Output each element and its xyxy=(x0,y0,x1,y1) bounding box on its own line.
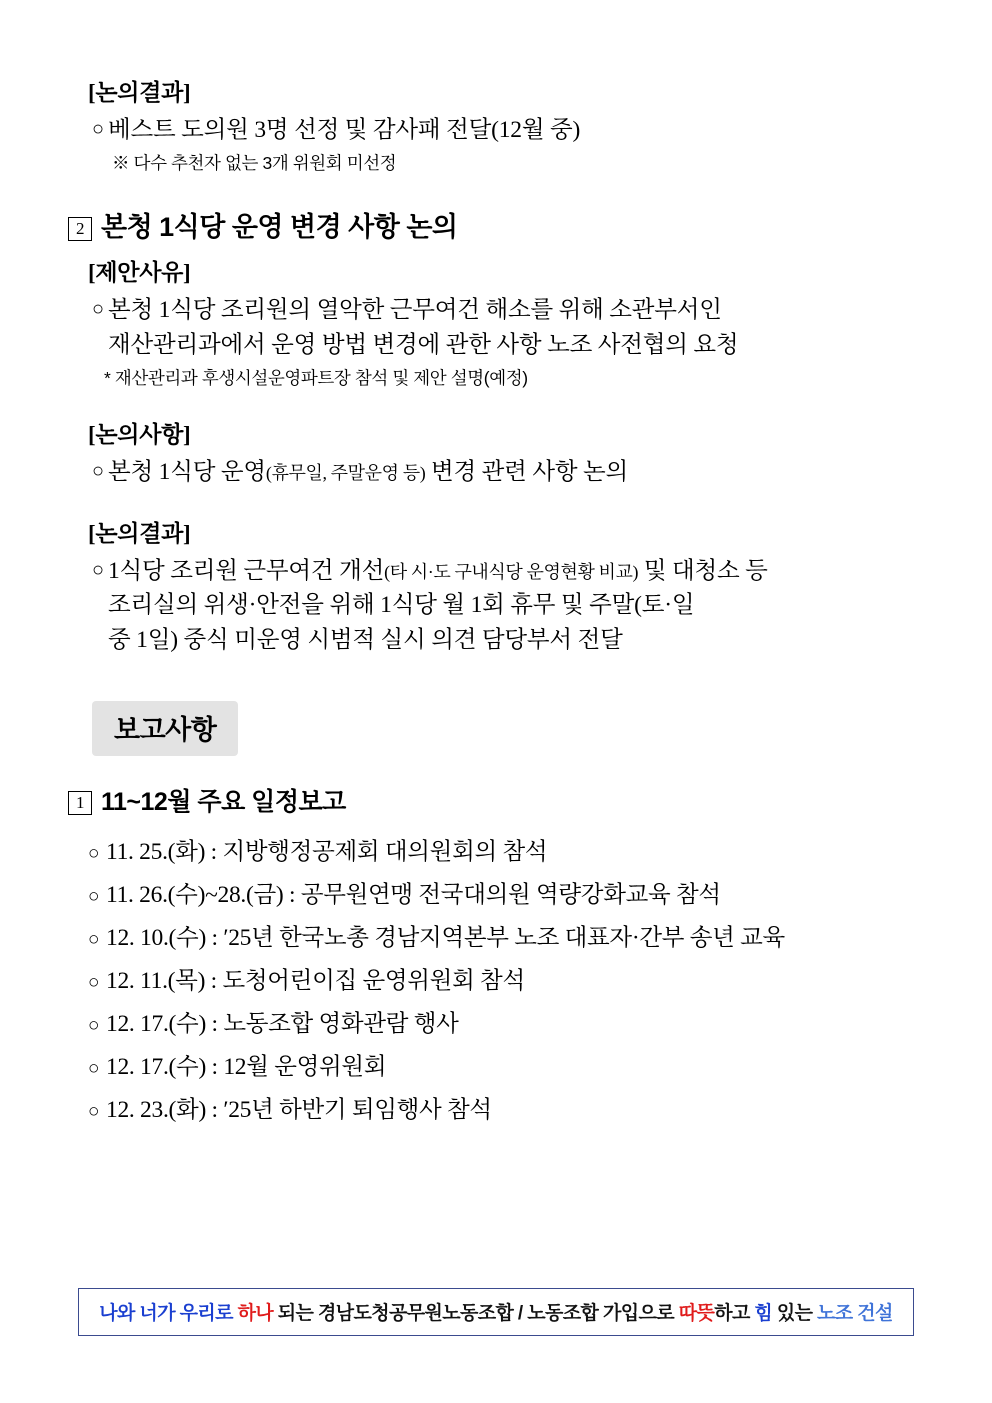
discussion-heading: [논의사항] xyxy=(88,421,191,447)
proposal-line1: 본청 1식당 조리원의 열악한 근무여건 해소를 위해 소관부서인 xyxy=(108,297,722,324)
schedule-item-text: 12. 17.(수) : 노동조합 영화관람 행사 xyxy=(106,1011,459,1038)
result-line1-small: (타 시·도 구내식당 운영현황 비교) xyxy=(384,562,639,583)
schedule-list xyxy=(74,832,926,1124)
section-2-title: 본청 1식당 운영 변경 사항 논의 xyxy=(101,212,458,243)
circle-bullet-icon: ○ xyxy=(92,459,104,482)
circle-bullet-icon: ○ xyxy=(88,972,100,994)
prev-result-bullet xyxy=(74,113,926,147)
list-item xyxy=(74,1090,926,1124)
result-heading: [논의결과] xyxy=(88,521,191,547)
section-prev-result xyxy=(74,74,926,175)
prev-result-bullet-text: 베스트 도의원 3명 선정 및 감사패 전달(12월 중) xyxy=(108,117,581,143)
result-line1-pre: 1식당 조리원 근무여건 개선 xyxy=(108,558,385,585)
section-2-result xyxy=(74,515,926,657)
prev-result-heading: [논의결과] xyxy=(88,80,191,105)
list-item xyxy=(74,1047,926,1081)
footer-part-4: 따뜻 xyxy=(678,1303,715,1324)
list-item xyxy=(74,961,926,995)
discussion-bullet xyxy=(74,455,926,489)
circle-bullet-icon: ○ xyxy=(88,1058,100,1080)
list-item xyxy=(74,875,926,909)
circle-bullet-icon: ○ xyxy=(92,298,104,321)
report-heading xyxy=(68,782,926,818)
proposal-heading: [제안사유] xyxy=(88,260,191,286)
list-item xyxy=(74,1004,926,1038)
prev-result-note: ※ 다수 추천자 없는 3개 위원회 미선정 xyxy=(112,153,397,174)
discussion-post: 변경 관련 사항 논의 xyxy=(431,458,629,485)
circle-bullet-icon: ○ xyxy=(92,118,104,140)
circle-bullet-icon: ○ xyxy=(88,1015,100,1037)
footer-part-8: 노조 건설 xyxy=(817,1303,893,1324)
discussion-pre: 본청 1식당 운영 xyxy=(108,458,266,485)
result-line2: 조리실의 위생·안전을 위해 1식당 월 1회 휴무 및 주말(토·일 xyxy=(108,592,695,619)
report-section-badge: 보고사항 xyxy=(92,701,238,756)
list-item xyxy=(74,832,926,866)
section-2-discussion xyxy=(74,416,926,489)
proposal-note: * 재산관리과 후생시설운영파트장 참석 및 제안 설명(예정) xyxy=(104,367,528,388)
schedule-item-text: 12. 10.(수) : ′25년 한국노총 경남지역본부 노조 대표자·간부 송년 교육 xyxy=(106,925,785,952)
schedule-item-text: 12. 11.(목) : 도청어린이집 운영위원회 참석 xyxy=(106,968,525,995)
result-bullet xyxy=(74,554,926,657)
schedule-item-text: 11. 25.(화) : 지방행정공제회 대의원회의 참석 xyxy=(106,839,548,866)
circle-bullet-icon: ○ xyxy=(88,886,100,908)
footer-banner xyxy=(78,1288,914,1336)
report-title: 11~12월 주요 일정보고 xyxy=(101,788,346,817)
result-line3: 중 1일) 중식 미운영 시범적 실시 의견 담당부서 전달 xyxy=(108,626,623,653)
circle-bullet-icon: ○ xyxy=(88,1101,100,1123)
footer-part-3: 되는 경남도청공무원노동조합 / 노동조합 가입으로 xyxy=(273,1303,679,1324)
footer-part-2: 하나 xyxy=(237,1303,274,1324)
section-2-heading xyxy=(68,205,926,244)
footer-part-5: 하고 xyxy=(714,1303,755,1324)
footer-part-1: 나와 너가 우리로 xyxy=(99,1303,238,1324)
report-number: 1 xyxy=(68,791,92,815)
list-item xyxy=(74,918,926,952)
result-line1-post: 및 대청소 등 xyxy=(643,558,768,585)
proposal-line2: 재산관리과에서 운영 방법 변경에 관한 사항 노조 사전협의 요청 xyxy=(108,331,739,358)
circle-bullet-icon: ○ xyxy=(92,559,104,582)
section-2-number: 2 xyxy=(68,217,92,241)
footer-part-7: 있는 xyxy=(772,1303,818,1324)
proposal-bullet xyxy=(74,293,926,362)
schedule-item-text: 11. 26.(수)~28.(금) : 공무원연맹 전국대의원 역량강화교육 참석 xyxy=(106,882,721,909)
schedule-item-text: 12. 23.(화) : ′25년 하반기 퇴임행사 참석 xyxy=(106,1097,492,1124)
section-2-proposal xyxy=(74,254,926,390)
circle-bullet-icon: ○ xyxy=(88,929,100,951)
circle-bullet-icon: ○ xyxy=(88,843,100,865)
footer-part-6: 힘 xyxy=(754,1303,773,1324)
discussion-small: (휴무일, 주말운영 등) xyxy=(265,462,426,483)
schedule-item-text: 12. 17.(수) : 12월 운영위원회 xyxy=(106,1054,387,1081)
